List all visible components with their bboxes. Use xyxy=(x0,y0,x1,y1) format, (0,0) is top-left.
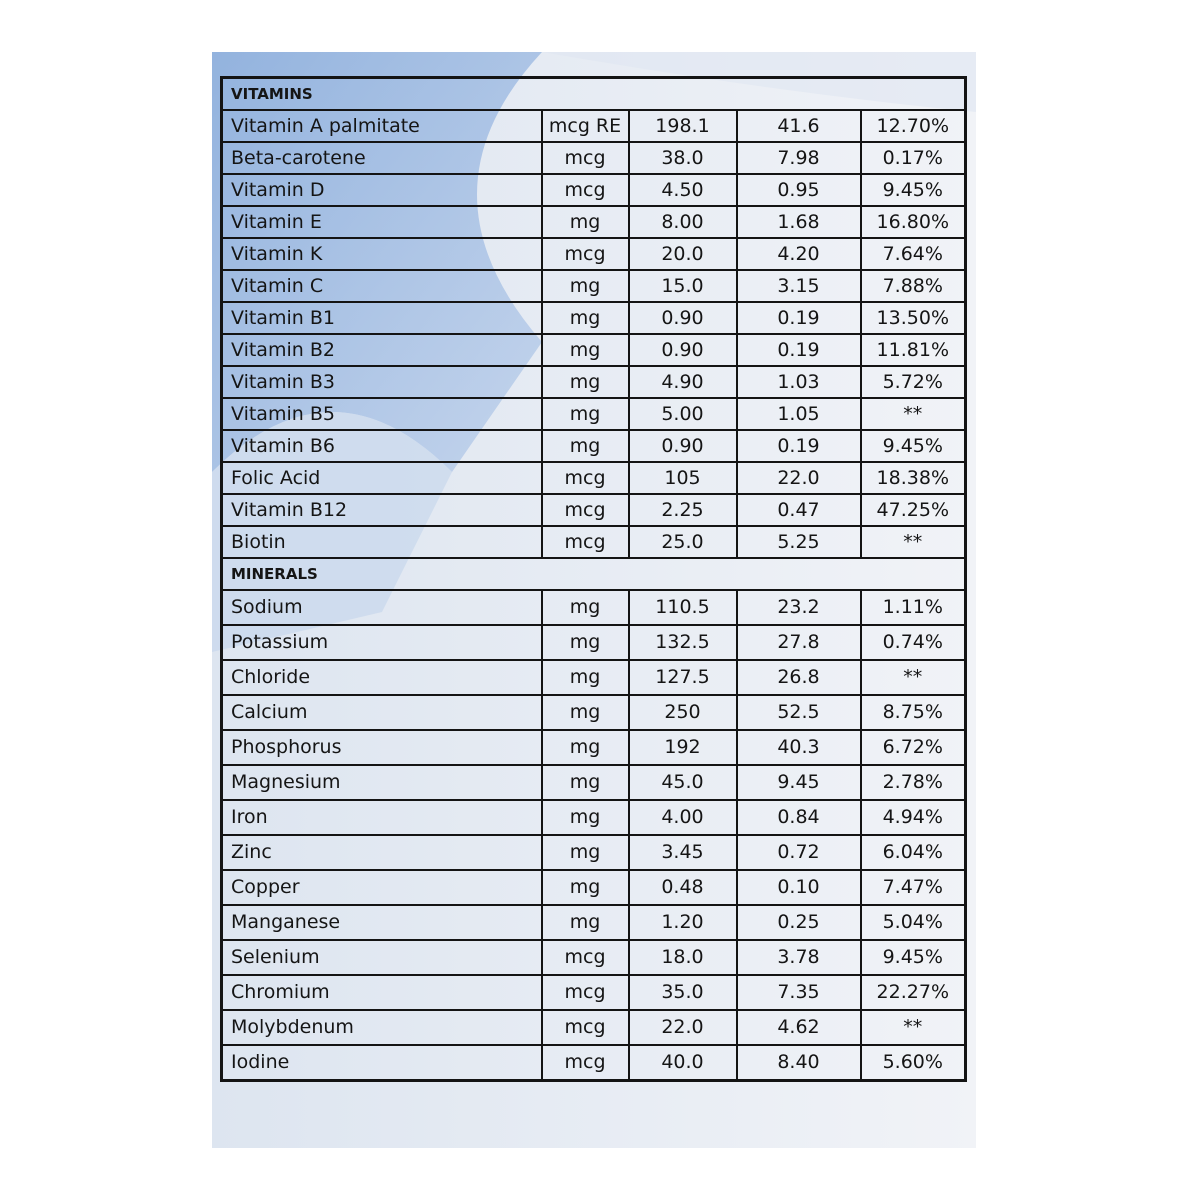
table-row xyxy=(222,142,966,174)
amount-cell: 4.90 xyxy=(629,366,737,398)
nutrient-name-cell: Beta-carotene xyxy=(222,142,542,174)
amount-per-serving-cell: 0.72 xyxy=(737,835,861,870)
daily-value-cell: ** xyxy=(861,398,966,430)
daily-value-cell: 4.94% xyxy=(861,800,966,835)
daily-value-cell: ** xyxy=(861,526,966,558)
section-header-vitamins xyxy=(222,78,966,111)
amount-cell: 25.0 xyxy=(629,526,737,558)
nutrient-name-cell: Vitamin B1 xyxy=(222,302,542,334)
amount-per-serving-cell: 0.19 xyxy=(737,334,861,366)
unit-cell: mcg xyxy=(542,975,629,1010)
table-row xyxy=(222,1045,966,1081)
amount-cell: 110.5 xyxy=(629,590,737,625)
amount-per-serving-cell: 0.19 xyxy=(737,302,861,334)
amount-cell: 250 xyxy=(629,695,737,730)
table-row xyxy=(222,174,966,206)
amount-per-serving-cell: 0.19 xyxy=(737,430,861,462)
table-row xyxy=(222,398,966,430)
amount-cell: 105 xyxy=(629,462,737,494)
amount-per-serving-cell: 3.78 xyxy=(737,940,861,975)
unit-cell: mg xyxy=(542,334,629,366)
nutrient-name-cell: Molybdenum xyxy=(222,1010,542,1045)
amount-cell: 18.0 xyxy=(629,940,737,975)
amount-per-serving-cell: 40.3 xyxy=(737,730,861,765)
daily-value-cell: 9.45% xyxy=(861,940,966,975)
amount-cell: 15.0 xyxy=(629,270,737,302)
amount-cell: 0.48 xyxy=(629,870,737,905)
unit-cell: mcg xyxy=(542,462,629,494)
amount-cell: 4.50 xyxy=(629,174,737,206)
amount-per-serving-cell: 3.15 xyxy=(737,270,861,302)
amount-per-serving-cell: 9.45 xyxy=(737,765,861,800)
amount-cell: 132.5 xyxy=(629,625,737,660)
unit-cell: mcg xyxy=(542,494,629,526)
table-row xyxy=(222,494,966,526)
daily-value-cell: 6.04% xyxy=(861,835,966,870)
section-heading: MINERALS xyxy=(222,558,966,590)
unit-cell: mg xyxy=(542,870,629,905)
nutrient-name-cell: Vitamin K xyxy=(222,238,542,270)
table-row xyxy=(222,730,966,765)
daily-value-cell: ** xyxy=(861,660,966,695)
amount-per-serving-cell: 0.95 xyxy=(737,174,861,206)
amount-cell: 20.0 xyxy=(629,238,737,270)
nutrient-name-cell: Iodine xyxy=(222,1045,542,1081)
amount-per-serving-cell: 0.84 xyxy=(737,800,861,835)
amount-per-serving-cell: 8.40 xyxy=(737,1045,861,1081)
unit-cell: mcg xyxy=(542,174,629,206)
nutrient-name-cell: Vitamin E xyxy=(222,206,542,238)
daily-value-cell: 7.47% xyxy=(861,870,966,905)
unit-cell: mcg xyxy=(542,1045,629,1081)
unit-cell: mg xyxy=(542,695,629,730)
amount-cell: 1.20 xyxy=(629,905,737,940)
unit-cell: mcg RE xyxy=(542,110,629,142)
table-row xyxy=(222,366,966,398)
table-row xyxy=(222,800,966,835)
amount-per-serving-cell: 0.47 xyxy=(737,494,861,526)
table-row xyxy=(222,302,966,334)
nutrient-name-cell: Sodium xyxy=(222,590,542,625)
unit-cell: mg xyxy=(542,835,629,870)
amount-cell: 0.90 xyxy=(629,334,737,366)
nutrient-name-cell: Vitamin B3 xyxy=(222,366,542,398)
section-header-minerals xyxy=(222,558,966,590)
daily-value-cell: 9.45% xyxy=(861,430,966,462)
table-row xyxy=(222,430,966,462)
daily-value-cell: 0.17% xyxy=(861,142,966,174)
unit-cell: mg xyxy=(542,590,629,625)
daily-value-cell: 2.78% xyxy=(861,765,966,800)
nutrient-name-cell: Vitamin B2 xyxy=(222,334,542,366)
amount-cell: 0.90 xyxy=(629,430,737,462)
unit-cell: mg xyxy=(542,905,629,940)
unit-cell: mcg xyxy=(542,1010,629,1045)
amount-cell: 45.0 xyxy=(629,765,737,800)
table-row xyxy=(222,625,966,660)
table-row xyxy=(222,940,966,975)
amount-per-serving-cell: 23.2 xyxy=(737,590,861,625)
daily-value-cell: ** xyxy=(861,1010,966,1045)
nutrient-name-cell: Vitamin B6 xyxy=(222,430,542,462)
amount-cell: 2.25 xyxy=(629,494,737,526)
amount-cell: 198.1 xyxy=(629,110,737,142)
amount-per-serving-cell: 1.68 xyxy=(737,206,861,238)
amount-per-serving-cell: 4.20 xyxy=(737,238,861,270)
table-row xyxy=(222,660,966,695)
daily-value-cell: 9.45% xyxy=(861,174,966,206)
section-heading: VITAMINS xyxy=(222,78,966,111)
unit-cell: mcg xyxy=(542,526,629,558)
nutrient-name-cell: Folic Acid xyxy=(222,462,542,494)
daily-value-cell: 6.72% xyxy=(861,730,966,765)
nutrient-name-cell: Selenium xyxy=(222,940,542,975)
table-row xyxy=(222,334,966,366)
daily-value-cell: 47.25% xyxy=(861,494,966,526)
amount-cell: 40.0 xyxy=(629,1045,737,1081)
nutrient-name-cell: Vitamin B5 xyxy=(222,398,542,430)
amount-cell: 0.90 xyxy=(629,302,737,334)
amount-cell: 192 xyxy=(629,730,737,765)
amount-per-serving-cell: 5.25 xyxy=(737,526,861,558)
amount-cell: 4.00 xyxy=(629,800,737,835)
nutrient-name-cell: Vitamin A palmitate xyxy=(222,110,542,142)
daily-value-cell: 11.81% xyxy=(861,334,966,366)
unit-cell: mg xyxy=(542,660,629,695)
amount-cell: 38.0 xyxy=(629,142,737,174)
daily-value-cell: 7.88% xyxy=(861,270,966,302)
unit-cell: mg xyxy=(542,800,629,835)
table-row xyxy=(222,206,966,238)
amount-per-serving-cell: 52.5 xyxy=(737,695,861,730)
amount-per-serving-cell: 41.6 xyxy=(737,110,861,142)
nutrient-name-cell: Magnesium xyxy=(222,765,542,800)
amount-per-serving-cell: 1.05 xyxy=(737,398,861,430)
unit-cell: mg xyxy=(542,398,629,430)
daily-value-cell: 12.70% xyxy=(861,110,966,142)
table-row xyxy=(222,462,966,494)
amount-per-serving-cell: 0.25 xyxy=(737,905,861,940)
amount-cell: 127.5 xyxy=(629,660,737,695)
amount-cell: 8.00 xyxy=(629,206,737,238)
table-row xyxy=(222,238,966,270)
unit-cell: mg xyxy=(542,730,629,765)
daily-value-cell: 7.64% xyxy=(861,238,966,270)
unit-cell: mg xyxy=(542,430,629,462)
nutrient-name-cell: Copper xyxy=(222,870,542,905)
table-row xyxy=(222,526,966,558)
table-row xyxy=(222,590,966,625)
unit-cell: mcg xyxy=(542,142,629,174)
daily-value-cell: 18.38% xyxy=(861,462,966,494)
unit-cell: mg xyxy=(542,765,629,800)
table-row xyxy=(222,975,966,1010)
amount-cell: 35.0 xyxy=(629,975,737,1010)
table-row xyxy=(222,835,966,870)
daily-value-cell: 1.11% xyxy=(861,590,966,625)
nutrition-table xyxy=(220,76,967,1082)
amount-per-serving-cell: 27.8 xyxy=(737,625,861,660)
nutrient-name-cell: Chloride xyxy=(222,660,542,695)
amount-per-serving-cell: 7.98 xyxy=(737,142,861,174)
unit-cell: mcg xyxy=(542,238,629,270)
nutrient-name-cell: Manganese xyxy=(222,905,542,940)
nutrient-name-cell: Phosphorus xyxy=(222,730,542,765)
amount-per-serving-cell: 7.35 xyxy=(737,975,861,1010)
amount-cell: 22.0 xyxy=(629,1010,737,1045)
nutrient-name-cell: Vitamin B12 xyxy=(222,494,542,526)
table-row xyxy=(222,270,966,302)
daily-value-cell: 8.75% xyxy=(861,695,966,730)
unit-cell: mg xyxy=(542,270,629,302)
daily-value-cell: 16.80% xyxy=(861,206,966,238)
daily-value-cell: 5.72% xyxy=(861,366,966,398)
nutrient-name-cell: Iron xyxy=(222,800,542,835)
daily-value-cell: 22.27% xyxy=(861,975,966,1010)
table-row xyxy=(222,110,966,142)
table-row xyxy=(222,1010,966,1045)
daily-value-cell: 5.04% xyxy=(861,905,966,940)
nutrient-name-cell: Vitamin D xyxy=(222,174,542,206)
table-row xyxy=(222,695,966,730)
amount-per-serving-cell: 22.0 xyxy=(737,462,861,494)
daily-value-cell: 5.60% xyxy=(861,1045,966,1081)
nutrient-name-cell: Vitamin C xyxy=(222,270,542,302)
amount-per-serving-cell: 1.03 xyxy=(737,366,861,398)
amount-cell: 3.45 xyxy=(629,835,737,870)
nutrient-name-cell: Zinc xyxy=(222,835,542,870)
nutrient-name-cell: Chromium xyxy=(222,975,542,1010)
unit-cell: mcg xyxy=(542,940,629,975)
amount-per-serving-cell: 0.10 xyxy=(737,870,861,905)
table-row xyxy=(222,870,966,905)
unit-cell: mg xyxy=(542,206,629,238)
nutrition-label xyxy=(212,52,976,1148)
amount-per-serving-cell: 26.8 xyxy=(737,660,861,695)
unit-cell: mg xyxy=(542,366,629,398)
nutrient-name-cell: Potassium xyxy=(222,625,542,660)
table-row xyxy=(222,905,966,940)
table-row xyxy=(222,765,966,800)
unit-cell: mg xyxy=(542,625,629,660)
daily-value-cell: 13.50% xyxy=(861,302,966,334)
amount-per-serving-cell: 4.62 xyxy=(737,1010,861,1045)
nutrient-name-cell: Biotin xyxy=(222,526,542,558)
nutrient-name-cell: Calcium xyxy=(222,695,542,730)
daily-value-cell: 0.74% xyxy=(861,625,966,660)
amount-cell: 5.00 xyxy=(629,398,737,430)
unit-cell: mg xyxy=(542,302,629,334)
